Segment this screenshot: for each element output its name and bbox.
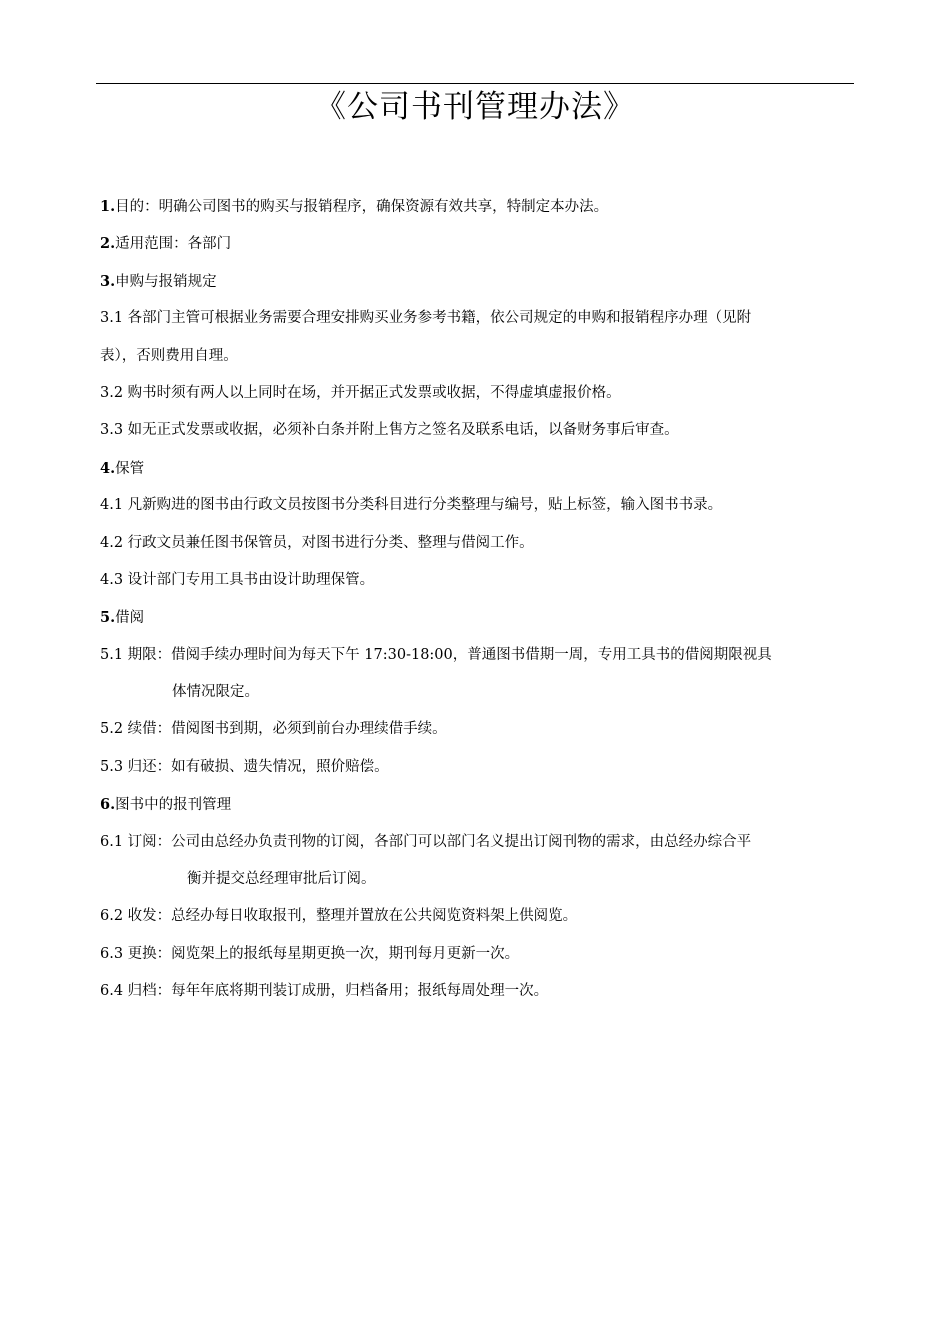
clause-3-2: 3.2 购书时须有两人以上同时在场，并开据正式发票或收据，不得虚填虚报价格。 [100,384,621,401]
section-number: 6. [100,796,116,814]
clause-5-3: 5.3 归还：如有破损、遗失情况，照价赔偿。 [100,758,389,775]
section-number: 3. [100,272,116,290]
section-scope [100,225,852,262]
clause-5-1-continued: 体情况限定。 [172,684,259,701]
clause-6-3: 6.3 更换：阅览架上的报纸每星期更换一次，期刊每月更新一次。 [100,945,520,962]
header-rule [96,83,854,84]
section-number: 5. [100,609,116,627]
section-text: 图书中的报刊管理 [115,797,232,814]
clause-6-4: 6.4 归档：每年年底将期刊装订成册，归档备用；报纸每周处理一次。 [100,983,549,1000]
section-number: 4. [100,459,116,477]
section-text: 借阅 [115,610,145,627]
clause-3-1: 3.1 各部门主管可根据业务需要合理安排购买业务参考书籍，依公司规定的申购和报销程序办理（见附 [100,310,752,327]
section-borrowing [100,599,852,636]
section-purpose [100,188,852,225]
clause-6-1: 6.1 订阅：公司由总经办负责刊物的订阅，各部门可以部门名义提出订阅刊物的需求，由总经办综合平 [100,833,752,850]
section-purchase [100,263,852,300]
clause-5-2: 5.2 续借：借阅图书到期，必须到前台办理续借手续。 [100,721,447,738]
section-text: 目的：明确公司图书的购买与报销程序，确保资源有效共享，特制定本办法。 [115,199,609,215]
section-text: 适用范围：各部门 [115,236,232,253]
section-periodicals [100,786,852,823]
section-number: 2. [100,235,116,253]
clause-6-1-continued: 衡并提交总经理审批后订阅。 [187,871,376,888]
section-text: 保管 [115,460,145,477]
clause-4-3: 4.3 设计部门专用工具书由设计助理保管。 [100,571,375,588]
section-number: 1. [100,198,116,215]
document-title: 《公司书刊管理办法》 [315,89,635,125]
document-body [100,188,852,1011]
section-text: 申购与报销规定 [115,273,217,290]
clause-6-2: 6.2 收发：总经办每日收取报刊，整理并置放在公共阅览资料架上供阅览。 [100,908,578,925]
clause-4-1: 4.1 凡新购进的图书由行政文员按图书分类科目进行分类整理与编号，贴上标签，输入图书书录。 [100,497,723,514]
section-custody [100,450,852,487]
clause-3-3: 3.3 如无正式发票或收据，必须补白条并附上售方之签名及联系电话，以备财务事后审查。 [100,422,679,439]
clause-3-1-continued: 表），否则费用自理。 [100,347,238,364]
clause-5-1: 5.1 期限：借阅手续办理时间为每天下午 17:30-18:00，普通图书借期一周，专用工具书的借阅期限视具 [100,646,772,663]
clause-4-2: 4.2 行政文员兼任图书保管员，对图书进行分类、整理与借阅工作。 [100,534,534,551]
